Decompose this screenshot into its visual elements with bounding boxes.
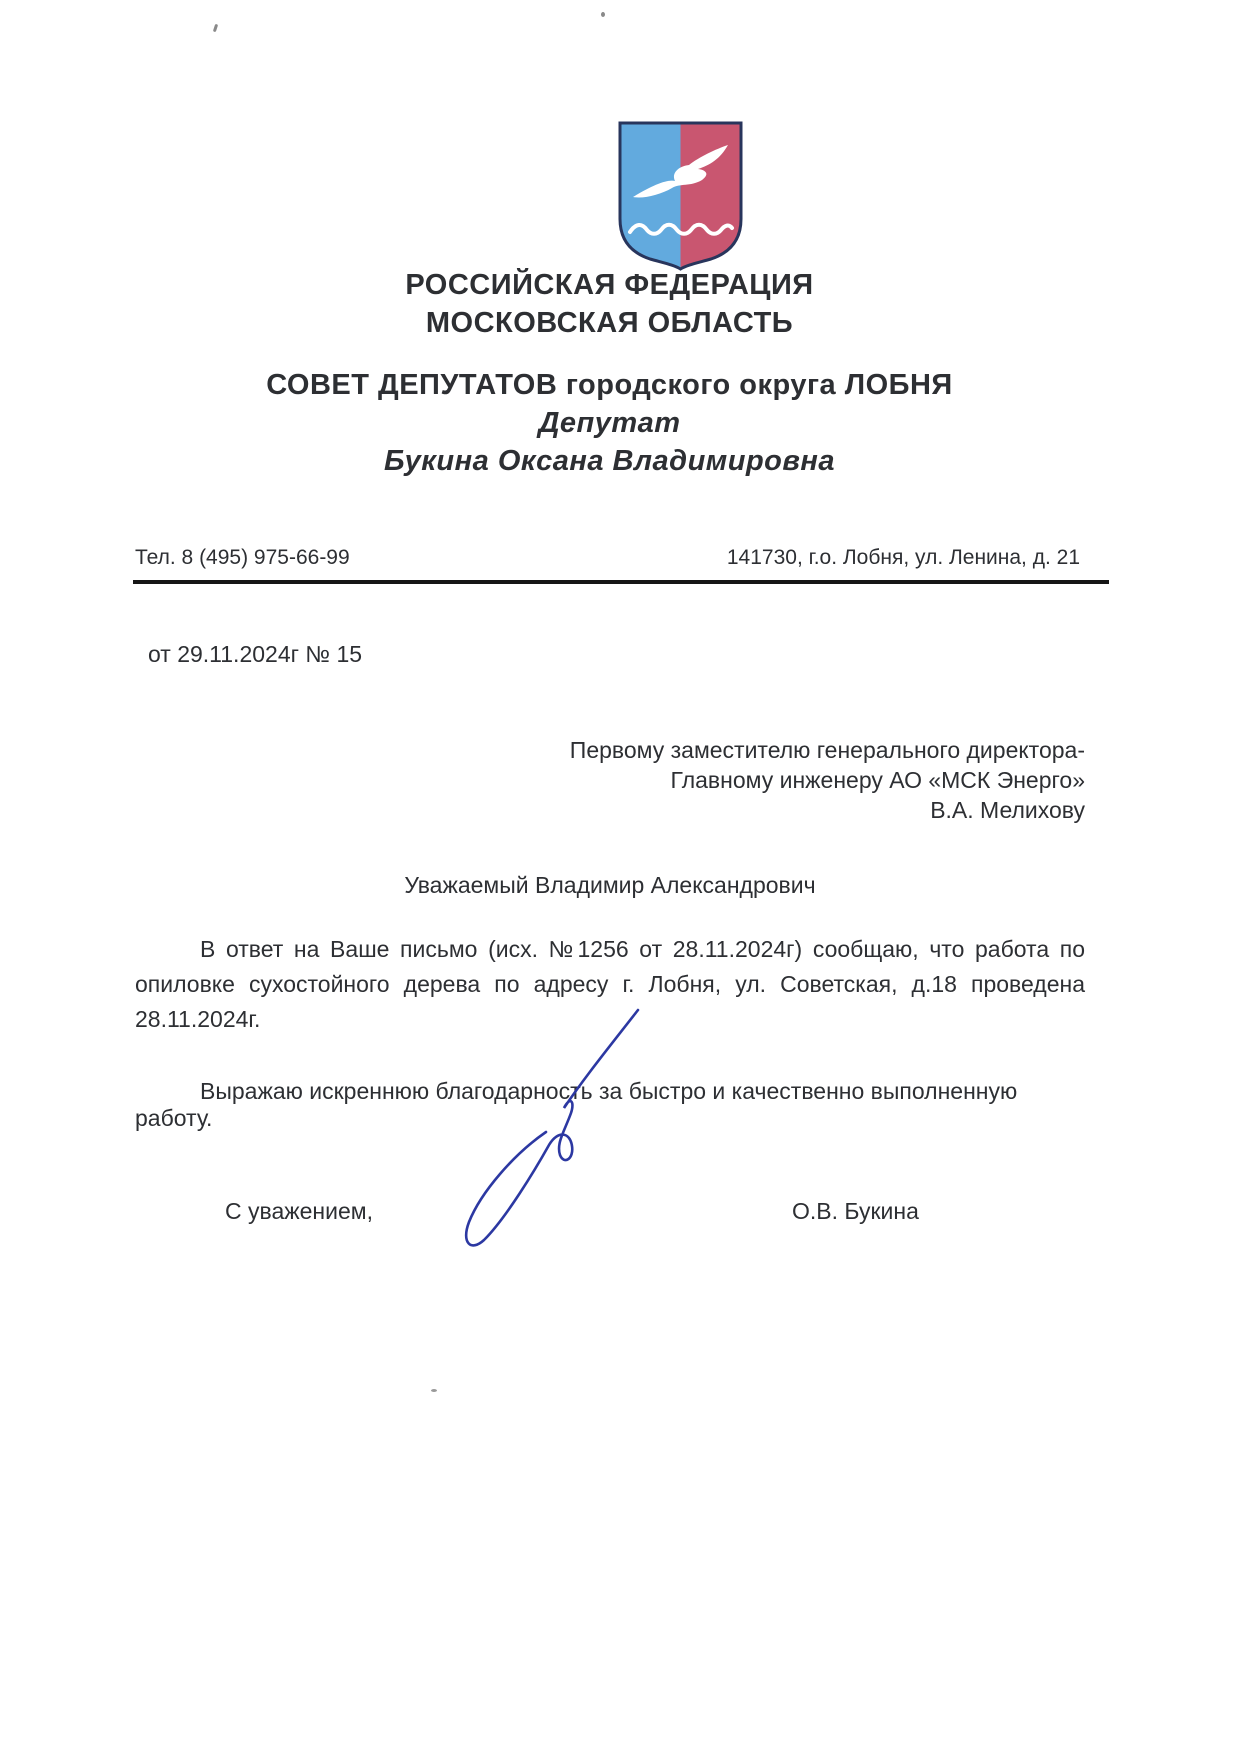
letterhead-position: Депутат	[538, 407, 681, 439]
letterhead-council: СОВЕТ ДЕПУТАТОВ городского округа ЛОБНЯ	[266, 369, 953, 401]
letterhead-top	[0, 266, 1219, 342]
closing-phrase: С уважением,	[225, 1198, 373, 1224]
letterhead-divider	[133, 580, 1109, 584]
letterhead-org	[0, 366, 1219, 480]
addressee-block	[570, 735, 1085, 825]
letterhead-region: МОСКОВСКАЯ ОБЛАСТЬ	[425, 307, 794, 339]
addressee-line: Первому заместителю генерального директора-	[569, 737, 1085, 763]
body-line: 28.11.2024г.	[135, 1006, 261, 1032]
letterhead-country: РОССИЙСКАЯ ФЕДЕРАЦИЯ	[405, 269, 814, 301]
shield-right-field	[681, 119, 747, 272]
contact-row	[135, 546, 1080, 570]
addressee-line: Главному инженеру АО «МСК Энерго»	[670, 767, 1085, 793]
scan-speckle	[431, 1389, 437, 1392]
addressee-line: В.А. Мелихову	[930, 797, 1085, 823]
signer-name: О.В. Букина	[792, 1198, 919, 1224]
reference-line: от 29.11.2024г № 15	[148, 641, 363, 667]
body-line: опиловке сухостойного дерева по адресу г. Лобня, ул. Советская, д.18 проведена	[135, 971, 1085, 997]
letterhead-phone: Тел. 8 (495) 975-66-99	[135, 546, 350, 569]
salutation: Уважаемый Владимир Александрович	[404, 872, 816, 898]
letterhead-address: 141730, г.о. Лобня, ул. Ленина, д. 21	[726, 546, 1080, 569]
scan-speckle	[601, 12, 605, 17]
letterhead-deputy-name: Букина Оксана Владимировна	[383, 445, 836, 477]
scan-speckle	[213, 24, 218, 33]
lobnya-coat-of-arms-icon	[615, 119, 746, 272]
body-paragraph-2: Выражаю искреннюю благодарность за быстро и качественно выполненную работу.	[135, 1078, 1018, 1131]
body-line: В ответ на Ваше письмо (исх. №1256 от 28.11.2024г) сообщаю, что работа по	[200, 936, 1085, 962]
handwritten-signature	[438, 1002, 653, 1267]
